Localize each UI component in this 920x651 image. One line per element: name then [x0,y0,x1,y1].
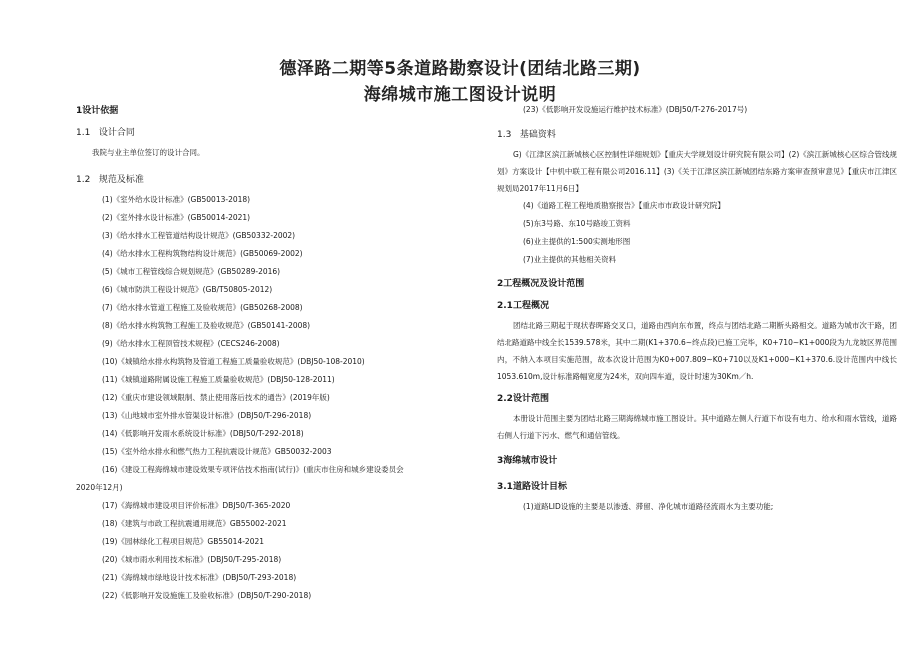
section-3-heading: 3海绵城市设计 [497,456,558,466]
section-1-1-title: 设计合同 [98,128,135,138]
basis-item: (5)东3号路、东10号路竣工资料 [523,219,631,228]
norm-item: (1)《室外给水设计标准》(GB50013-2018) [102,195,251,204]
section-2-heading: 2工程概况及设计范围 [497,279,585,289]
section-3-1-heading: 3.1道路设计目标 [497,482,567,492]
document-subtitle: 海绵城市施工图设计说明 [363,85,557,105]
section-1-2-title: 规范及标准 [98,175,144,185]
norm-item: (16)《建设工程海绵城市建设效果专项评估技术指南(试行)》(重庆市住房和城乡建设委员会 [102,465,404,474]
norm-item: (10)《城镇给水排水构筑物及管道工程施工质量验收规范》(DBJ50-108-2010) [102,357,365,366]
norm-item: (19)《园林绿化工程项目规范》GB55014-2021 [102,537,265,546]
basis-item: (4)《道路工程工程地质勘察报告》【重庆市市政设计研究院】 [523,201,725,210]
norm-item: (18)《建筑与市政工程抗震通用规范》GB55002-2021 [102,519,287,528]
norm-item-continuation: 2020年12月) [76,483,123,492]
basis-item: (7)业主提供的其他相关资料 [523,255,617,264]
norm-item: (14)《低影响开发雨水系统设计标准》(DBJ50/T-292-2018) [102,429,304,438]
norm-item: (23)《低影响开发设施运行维护技术标准》(DBJ50/T-276-2017号) [523,105,748,114]
norm-item: (8)《给水排水构筑物工程施工及验收规范》(GB50141-2008) [102,321,311,330]
basis-paragraph: G)《江津区滨江新城核心区控制性详细规划》【重庆大学规划设计研究院有限公司】(2)《滨江新城核心区综合管线规划》方案设计【中机中联工程有限公司2016.11】(3)《关于江津区滨江新城团结东路方案审查预审意见》【重庆市江津区规划局2017年11月6日】 [497,150,897,193]
section-2-2-heading: 2.2设计范围 [497,394,549,404]
norm-item: (2)《室外排水设计标准》(GB50014-2021) [102,213,251,222]
norm-item: (12)《重庆市建设领域限制、禁止使用落后技术的通告》(2019年版) [102,393,330,402]
norm-item: (17)《海绵城市建设项目评价标准》DBJ50/T-365-2020 [102,501,291,510]
contract-text: 我院与业主单位签订的设计合同。 [92,148,205,157]
norm-item: (7)《给水排水管道工程施工及验收规范》(GB50268-2008) [102,303,303,312]
section-1-1-heading [76,123,454,144]
norm-item: (22)《低影响开发设施施工及验收标准》(DBJ50/T-290-2018) [102,591,312,600]
norm-item: (13)《山地城市室外排水管渠设计标准》(DBJ50/T-296-2018) [102,411,312,420]
section-1-2-heading [76,170,454,191]
section-1-heading: 1设计依据 [76,106,119,116]
section-1-3-number: 1.3 [497,130,512,140]
section-1-1-number: 1.1 [76,128,91,138]
norm-item: (11)《城镇道路附属设施工程施工质量验收规范》(DBJ50-128-2011) [102,375,335,384]
section-1-3-title: 基础资料 [519,130,556,140]
norm-item: (4)《给水排水工程构筑物结构设计规范》(GB50069-2002) [102,249,303,258]
section-1-2-number: 1.2 [76,175,91,185]
section-2-1-heading: 2.1工程概况 [497,301,549,311]
section-1-3-heading [497,125,897,146]
document-title: 德泽路二期等5条道路勘察设计(团结北路三期) [279,59,641,79]
norm-item: (21)《海绵城市绿地设计技术标准》(DBJ50/T-293-2018) [102,573,297,582]
scope-paragraph: 本册设计范围主要为团结北路三期海绵城市施工图设计。其中道路左侧人行道下布设有电力、给水和雨水管线，道路右侧人行道下污水、燃气和通信管线。 [497,414,897,440]
norm-item: (20)《城市雨水利用技术标准》(DBJ50/T-295-2018) [102,555,282,564]
norm-item: (15)《室外给水排水和燃气热力工程抗震设计规范》GB50032-2003 [102,447,332,456]
norm-item: (5)《城市工程管线综合规划规范》(GB50289-2016) [102,267,281,276]
goal-item: (1)道路LID设施的主要是以渗透、滞留、净化城市道路径流雨水为主要功能; [523,502,774,511]
left-column [76,100,454,605]
norm-item: (9)《给水排水工程顶管技术规程》(CECS246-2008) [102,339,280,348]
basis-item: (6)业主提供的1:500实测地形图 [523,237,631,246]
right-column [497,101,897,516]
overview-paragraph: 团结北路三期起于现状春晖路交叉口，道路由西向东布置，终点与团结北路二期断头路相交。道路为城市次干路，团结北路道路中线全长1539.578米，其中二期(K1+370.6~终点段)已施工完毕，K0+710~K1+000段为九龙坡区界范围内，不纳入本项目实施范围，故本次设计范围为K0+007.809~K0+710以及K1+000~K1+370.6.设计范围内中线长1053.610m,设计标准路幅宽度为24米，双向四车道，设计时速为30Km／h. [497,321,897,381]
norm-item: (3)《给水排水工程管道结构设计规范》(GB50332-2002) [102,231,296,240]
norm-item: (6)《城市防洪工程设计规范》(GB/T50805-2012) [102,285,273,294]
